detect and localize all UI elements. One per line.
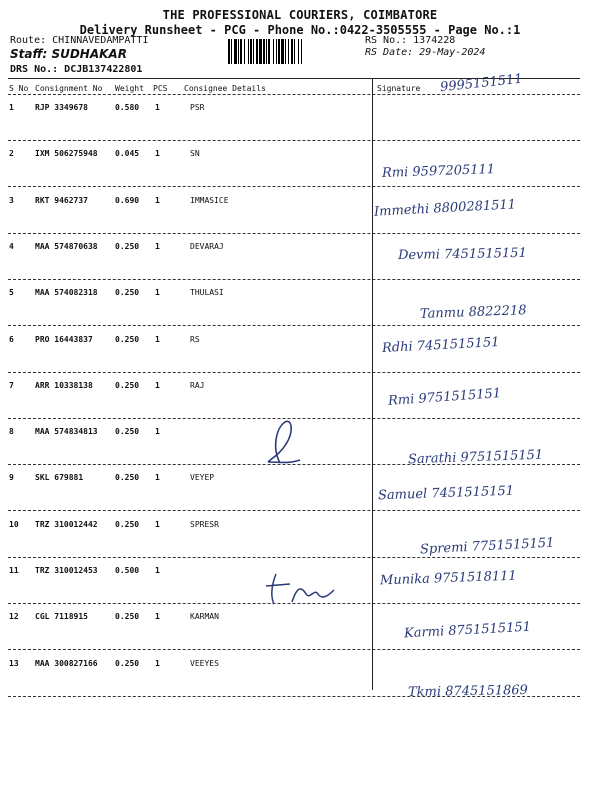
row-divider xyxy=(8,279,580,280)
row-signature: Spremi 7751515151 xyxy=(419,535,555,558)
drs-number: DRS No.: DCJB137422801 xyxy=(10,64,143,75)
row-weight: 0.250 xyxy=(115,519,140,529)
row-pcs: 1 xyxy=(155,149,160,159)
row-consignment-no: MAA 574870638 xyxy=(35,241,98,251)
row-signature: Tkmi 8745151869 xyxy=(407,682,529,700)
rs-date: RS Date: 29-May-2024 xyxy=(365,47,486,58)
row-pcs: 1 xyxy=(155,288,160,298)
row-pcs: 1 xyxy=(155,427,160,437)
row-weight: 0.250 xyxy=(115,334,140,344)
row-pcs: 1 xyxy=(155,612,160,622)
row-pcs: 1 xyxy=(155,103,160,112)
row-consignee: RAJ xyxy=(190,380,205,390)
handwritten-signature-mark xyxy=(262,568,352,608)
row-divider xyxy=(8,186,580,187)
row-divider xyxy=(8,696,580,697)
row-sno: 5 xyxy=(9,288,14,298)
row-sno: 2 xyxy=(9,149,14,159)
row-signature: Munika 9751518111 xyxy=(379,568,517,589)
row-consignment-no: IXM 506275948 xyxy=(35,149,98,159)
row-consignee: DEVARAJ xyxy=(190,241,224,251)
row-consignee: THULASI xyxy=(190,288,224,298)
row-consignment-no: MAA 300827166 xyxy=(35,658,98,668)
row-sno: 12 xyxy=(9,612,19,622)
rs-number: RS No.: 1374228 xyxy=(365,35,456,46)
staff-label: Staff: SUDHAKAR xyxy=(10,47,127,61)
row-consignee: SPRESR xyxy=(190,519,219,529)
col-header-weight: Weight xyxy=(115,84,144,93)
row-signature: Samuel 7451515151 xyxy=(377,484,515,504)
row-consignee: VEYEP xyxy=(190,473,215,483)
row-sno: 3 xyxy=(9,195,14,205)
row-consignee: PSR xyxy=(190,103,205,112)
row-consignment-no: RKT 9462737 xyxy=(35,195,88,205)
row-sno: 10 xyxy=(9,519,19,529)
barcode xyxy=(228,39,360,64)
row-pcs: 1 xyxy=(155,566,160,575)
row-sno: 8 xyxy=(9,427,14,437)
handwritten-initial-mark xyxy=(250,418,330,468)
row-consignee: RS xyxy=(190,334,200,344)
row-weight: 0.250 xyxy=(115,288,140,298)
row-consignment-no: PRO 16443837 xyxy=(35,334,93,344)
row-signature: Sarathi 9751515151 xyxy=(407,447,544,468)
row-consignment-no: TRZ 310012442 xyxy=(35,519,98,529)
row-consignment-no: MAA 574834813 xyxy=(35,427,98,437)
row-weight: 0.690 xyxy=(115,195,140,205)
row-pcs: 1 xyxy=(155,658,160,668)
row-divider xyxy=(8,510,580,511)
row-weight: 0.500 xyxy=(115,566,140,575)
row-sno: 7 xyxy=(9,380,14,390)
col-header-consignment: Consignment No xyxy=(35,84,103,93)
row-weight: 0.250 xyxy=(115,241,140,251)
row-divider xyxy=(8,325,580,326)
row-sno: 13 xyxy=(9,658,19,668)
col-header-consignee: Consignee Details xyxy=(184,84,266,93)
row-pcs: 1 xyxy=(155,334,160,344)
row-pcs: 1 xyxy=(155,519,160,529)
row-consignment-no: MAA 574082318 xyxy=(35,288,98,298)
runsheet-title: Delivery Runsheet - PCG - Phone No.:0422-3505555 - Page No.:1 xyxy=(79,23,521,37)
row-consignee: IMMASICE xyxy=(190,195,229,205)
signature-column-divider xyxy=(372,78,373,690)
row-signature: Karmi 8751515151 xyxy=(403,619,532,642)
row-sno: 1 xyxy=(9,103,14,112)
row-weight: 0.250 xyxy=(115,658,140,668)
row-consignee: KARMAN xyxy=(190,612,219,622)
row-signature: Immethi 8800281511 xyxy=(373,196,517,220)
row-signature: 9995151511 xyxy=(439,71,524,96)
row-consignment-no: ARR 10338138 xyxy=(35,380,93,390)
header-divider xyxy=(8,94,580,95)
row-signature: Tanmu 8822218 xyxy=(419,303,527,323)
row-pcs: 1 xyxy=(155,195,160,205)
row-sno: 9 xyxy=(9,473,14,483)
row-signature: Rdhi 7451515151 xyxy=(381,334,500,356)
row-weight: 0.250 xyxy=(115,612,140,622)
row-signature: Rmi 9597205111 xyxy=(381,162,496,182)
col-header-sno: S No xyxy=(9,84,29,93)
company-title: THE PROFESSIONAL COURIERS, COIMBATORE xyxy=(162,8,438,22)
row-consignment-no: CGL 7118915 xyxy=(35,612,88,622)
row-consignment-no: TRZ 310012453 xyxy=(35,566,98,575)
barcode-bar xyxy=(302,39,303,64)
row-weight: 0.250 xyxy=(115,473,140,483)
row-signature: Rmi 9751515151 xyxy=(387,385,502,409)
row-pcs: 1 xyxy=(155,473,160,483)
row-divider xyxy=(8,372,580,373)
row-divider xyxy=(8,649,580,650)
row-sno: 11 xyxy=(9,566,19,575)
row-divider xyxy=(8,557,580,558)
row-sno: 6 xyxy=(9,334,14,344)
row-weight: 0.045 xyxy=(115,149,140,159)
row-consignment-no: RJP 3349678 xyxy=(35,103,88,112)
row-weight: 0.580 xyxy=(115,103,140,112)
row-sno: 4 xyxy=(9,241,14,251)
row-consignee: SN xyxy=(190,149,200,159)
row-pcs: 1 xyxy=(155,241,160,251)
row-divider xyxy=(8,140,580,141)
col-header-pcs: PCS xyxy=(153,84,168,93)
row-signature: Devmi 7451515151 xyxy=(397,245,527,264)
row-pcs: 1 xyxy=(155,380,160,390)
row-consignee: VEEYES xyxy=(190,658,219,668)
col-header-signature: Signature xyxy=(377,84,421,93)
route-label: Route: CHINNAVEDAMPATTI xyxy=(10,35,149,46)
row-consignment-no: SKL 679881 xyxy=(35,473,84,483)
row-weight: 0.250 xyxy=(115,380,140,390)
row-divider xyxy=(8,233,580,234)
row-weight: 0.250 xyxy=(115,427,140,437)
